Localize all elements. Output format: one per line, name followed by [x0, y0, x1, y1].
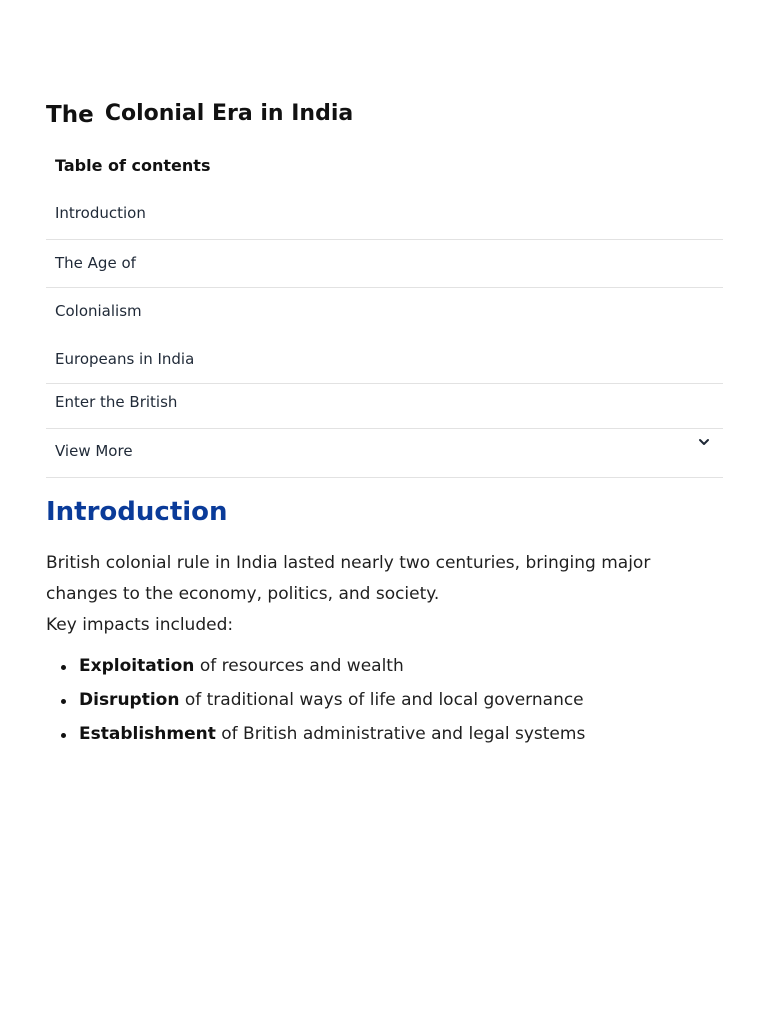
impact-text: of resources and wealth: [194, 656, 404, 676]
toc-item-europeans-in-india[interactable]: Europeans in India: [46, 335, 723, 384]
toc-heading: Table of contents: [55, 156, 211, 175]
bullet-icon: [61, 699, 66, 704]
bullet-icon: [61, 733, 66, 738]
key-impacts-label: Key impacts included:: [46, 615, 234, 635]
table-of-contents: [46, 145, 723, 478]
toc-view-more[interactable]: [46, 429, 723, 478]
toc-item-colonialism[interactable]: Colonialism: [55, 302, 142, 320]
intro-paragraph: British colonial rule in India lasted nearly two centuries, bringing major changes to the economy, politics, and society.: [46, 553, 651, 604]
list-item: [46, 717, 726, 751]
impact-term: Disruption: [79, 690, 180, 710]
toc-item-the-age-of[interactable]: The Age of: [46, 240, 723, 288]
toc-item-enter-the-british[interactable]: Enter the British: [46, 384, 723, 429]
impact-text: of British administrative and legal systems: [215, 724, 586, 744]
toc-item-introduction[interactable]: Introduction: [46, 187, 723, 240]
section-heading-introduction: Introduction: [46, 497, 228, 527]
page-title-first-word: The: [46, 102, 94, 128]
page-title: [46, 90, 353, 128]
list-item: [46, 649, 726, 683]
page-title-rest: Colonial Era in India: [104, 101, 354, 126]
impact-term: Establishment: [79, 724, 216, 744]
chevron-down-icon[interactable]: [697, 435, 711, 449]
list-item: [46, 683, 726, 717]
impacts-list: [46, 649, 726, 751]
bullet-icon: [61, 665, 66, 670]
toc-view-more-label: View More: [55, 442, 133, 460]
impact-term: Exploitation: [79, 656, 195, 676]
impact-text: of traditional ways of life and local governance: [179, 690, 584, 710]
